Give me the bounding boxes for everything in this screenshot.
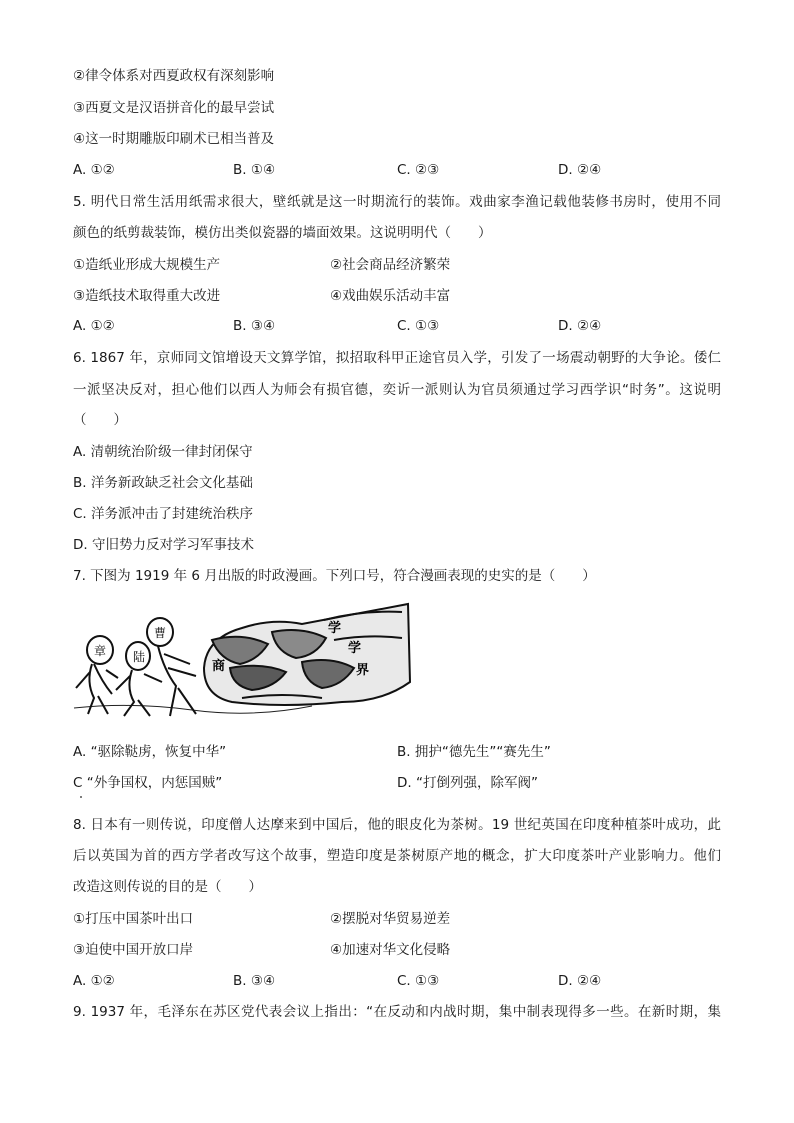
q5-option-b[interactable]: B. ③④ [233,318,276,334]
q4-option-a[interactable]: A. ①② [73,162,115,178]
q8-statement-2: ②摆脱对华贸易逆差 [330,911,451,927]
q5-statement-4: ④戏曲娱乐活动丰富 [330,288,451,304]
q8-statement-3: ③迫使中国开放口岸 [73,942,194,958]
q5-statement-2: ②社会商品经济繁荣 [330,257,451,273]
cartoon-fist-label-xue-1: 学 [328,621,342,636]
q6-stem-line-1: 6. 1867 年，京师同文馆增设天文算学馆，拟招取科甲正途官员入学，引发了一场震动朝野的大争论。倭仁 [73,350,721,366]
q5-statement-3: ③造纸技术取得重大改进 [73,288,221,304]
q8-stem-line-1: 8. 日本有一则传说，印度僧人达摩来到中国后，他的眼皮化为茶树。19 世纪英国在印度种植茶叶成功，此 [73,817,721,833]
q6-stem-line-2: 一派坚决反对，担心他们以西人为师会有损官德，奕䜣一派则认为官员须通过学习西学识“时务”。这说明 [73,382,721,398]
q6-option-b[interactable]: B. 洋务新政缺乏社会文化基础 [73,475,253,491]
q5-option-a[interactable]: A. ①② [73,318,115,334]
q4-option-b[interactable]: B. ①④ [233,162,276,178]
q8-option-a[interactable]: A. ①② [73,973,115,989]
q6-option-d[interactable]: D. 守旧势力反对学习军事技术 [73,537,254,553]
q7-stem: 7. 下图为 1919 年 6 月出版的时政漫画。下列口号，符合漫画表现的史实的是（ ） [73,568,596,584]
q7-option-a[interactable]: A. “驱除鞑虏，恢复中华” [73,744,227,760]
political-cartoon-image [72,598,412,722]
q8-statement-4: ④加速对华文化侵略 [330,942,451,958]
q4-statement-3: ③西夏文是汉语拼音化的最早尝试 [73,100,275,116]
q5-stem-line-2: 颜色的纸剪裁装饰，模仿出类似瓷器的墙面效果。这说明明代（ ） [73,225,492,241]
q6-option-c[interactable]: C. 洋务派冲击了封建统治秩序 [73,506,254,522]
q5-option-c[interactable]: C. ①③ [397,318,440,334]
q6-option-a[interactable]: A. 清朝统治阶级一律封闭保守 [73,444,253,460]
q7-option-d[interactable]: D. “打倒列强，除军阀” [397,775,538,791]
q4-option-c[interactable]: C. ②③ [397,162,440,178]
cartoon-label-lu: 陆 [133,650,146,664]
q8-stem-line-2: 后以英国为首的西方学者改写这个故事，塑造印度是茶树原产地的概念，扩大印度茶叶产业影响力。他们 [73,848,721,864]
q8-option-d[interactable]: D. ②④ [558,973,602,989]
q9-stem-line-1: 9. 1937 年，毛泽东在苏区党代表会议上指出：“在反动和内战时期，集中制表现得多一些。在新时期，集 [73,1004,721,1020]
stray-dot [80,796,82,798]
cartoon-fist-label-xue-2: 学 [348,641,362,656]
q8-option-b[interactable]: B. ③④ [233,973,276,989]
q7-option-b[interactable]: B. 拥护“德先生”“赛先生” [397,744,551,760]
q5-statement-1: ①造纸业形成大规模生产 [73,257,221,273]
q8-statement-1: ①打压中国茶叶出口 [73,911,194,927]
q8-option-c[interactable]: C. ①③ [397,973,440,989]
cartoon-label-zhang: 章 [94,644,107,658]
cartoon-fist-label-jie: 界 [356,663,370,678]
q4-statement-4: ④这一时期雕版印刷术已相当普及 [73,131,275,147]
q8-stem-line-3: 改造这则传说的目的是（ ） [73,879,262,895]
q7-option-c[interactable]: C “外争国权，内惩国贼” [73,775,223,791]
q5-option-d[interactable]: D. ②④ [558,318,602,334]
cartoon-fist-label-shang: 商 [212,659,226,674]
cartoon-label-cao: 曹 [154,626,167,640]
q4-statement-2: ②律令体系对西夏政权有深刻影响 [73,68,275,84]
q5-stem-line-1: 5. 明代日常生活用纸需求很大，壁纸就是这一时期流行的装饰。戏曲家李渔记载他装修书房时，使用不同 [73,194,721,210]
q6-stem-line-3: （ ） [73,412,127,428]
cartoon-fist [204,604,410,705]
q4-option-d[interactable]: D. ②④ [558,162,602,178]
